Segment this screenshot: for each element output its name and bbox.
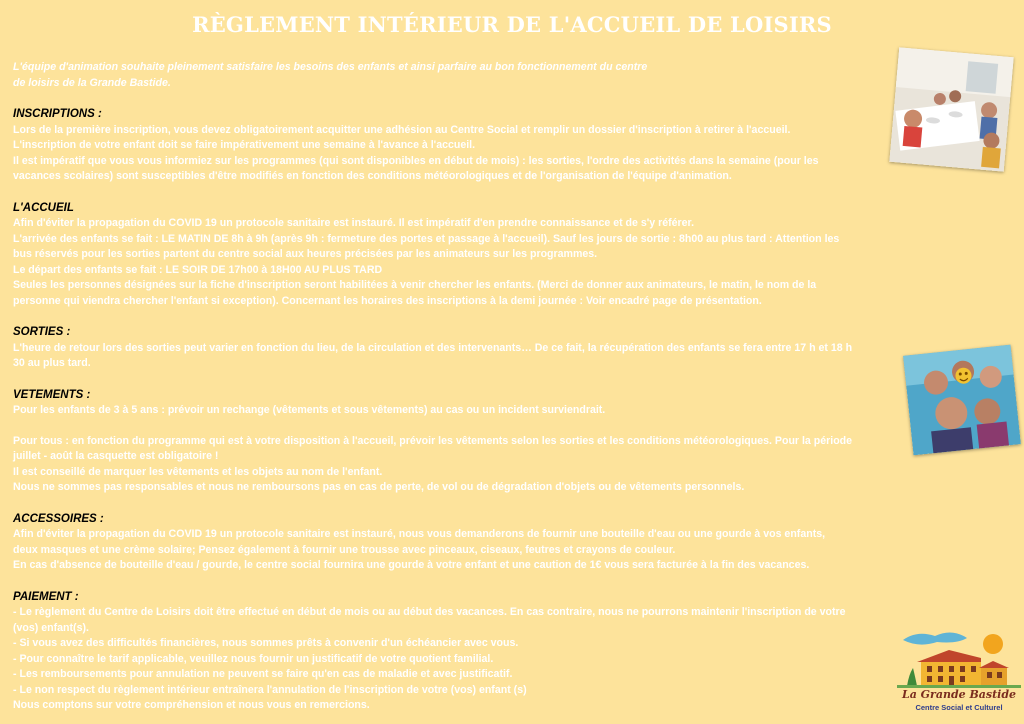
text-line: Afin d'éviter la propagation du COVID 19 un protocole sanitaire est instauré, nous vous demanderons de fournir une bouteille d'eau ou une gourde à vos enfants, <box>13 528 826 540</box>
text-line: 30 au plus tard. <box>13 357 91 369</box>
text-line: Lors de la première inscription, vous devez obligatoirement acquitter une adhésion au Centre Social et remplir un dossier d'inscription à retirer à l'accueil. <box>13 123 791 136</box>
page-title: RÈGLEMENT INTÉRIEUR DE L'ACCUEIL DE LOISIRS <box>192 12 832 37</box>
logo-name: La Grande Bastide <box>901 688 1017 701</box>
text-line: L'inscription de votre enfant doit se faire impérativement une semaine à l'avance à l'accueil. <box>13 139 476 151</box>
logo-subtitle: Centre Social et Culturel <box>915 703 1003 712</box>
section-inscriptions <box>13 123 913 185</box>
text-line: (vos) enfant(s). <box>13 621 89 634</box>
text-line: Afin d'éviter la propagation du COVID 19 un protocole sanitaire est instauré. Il est impératif d'en prendre connaissance et de s'y référer. <box>13 217 695 229</box>
text-line: Nous comptons sur votre compréhension et nous vous en remercions. <box>13 699 370 711</box>
photo-children-dining <box>889 47 1014 172</box>
text-line: - Les remboursements pour annulation ne peuvent se faire qu'en cas de maladie et avec justificatif. <box>13 668 513 680</box>
section-heading-vetements: VETEMENTS : <box>13 388 91 401</box>
intro-line: de loisirs de la Grande Bastide. <box>13 76 171 89</box>
text-line: personne qui viendra chercher l'enfant si exception). Concernant les horaires des inscriptions à la demi journée : Voir encadré page de présentation. <box>13 294 762 307</box>
text-line: Seules les personnes désignées sur la fiche d'inscription seront habilitées à venir chercher les enfants. (Merci de donner aux animateurs, le matin, le nom de la <box>13 279 817 291</box>
text-line: Nous ne sommes pas responsables et nous ne remboursons pas en cas de perte, de vol ou de dégradation d'objets ou de vêtements personnels. <box>13 481 745 493</box>
text-line: L'arrivée des enfants se fait : LE MATIN DE 8h à 9h (après 9h : fermeture des portes et passage à l'accueil). Sauf les jours de sortie : 8h00 au plus tard : Attention les <box>13 232 840 245</box>
section-sorties <box>13 341 913 372</box>
text-line: - Pour connaître le tarif applicable, veuillez nous fournir un justificatif de votre quotient familial. <box>13 652 494 665</box>
section-heading-accessoires: ACCESSOIRES : <box>13 512 104 525</box>
paragraph-gap <box>13 419 913 434</box>
text-line: Il est conseillé de marquer les vêtements et les objets au nom de l'enfant. <box>13 465 383 478</box>
text-line: vacances scolaires) sont susceptibles d'être modifiés en fonction des conditions météorologiques et de l'organisation de l'équipe d'animation. <box>13 170 732 182</box>
regulation-body <box>13 60 913 714</box>
intro-paragraph <box>13 60 753 91</box>
text-line: - Le non respect du règlement intérieur entraînera l'annulation de l'inscription de votre (vos) enfant (s) <box>13 683 527 696</box>
text-line: Le départ des enfants se fait : LE SOIR DE 17h00 à 18H00 AU PLUS TARD <box>13 263 383 276</box>
text-line: juillet - août la casquette est obligatoire ! <box>13 450 219 462</box>
text-line: bus réservés pour les sorties partent du centre social aux heures précisées par les animateurs sur les programmes. <box>13 248 598 260</box>
text-line: - Le règlement du Centre de Loisirs doit être effectué en début de mois ou au début des vacances. En cas contraire, nous ne pourrons maintenir l'inscription de votre <box>13 606 846 618</box>
section-heading-accueil: L'ACCUEIL <box>13 201 74 214</box>
text-line: Pour tous : en fonction du programme qui est à votre disposition à l'accueil, prévoir les vêtements selon les sorties et les conditions météorologiques. Pour la période <box>13 434 853 447</box>
text-line: En cas d'absence de bouteille d'eau / gourde, le centre social fournira une gourde à votre enfant et une caution de 1€ vous sera facturée à la fin des vacances. <box>13 559 810 571</box>
section-heading-paiement: PAIEMENT : <box>13 590 79 603</box>
logo-la-grande-bastide <box>897 628 1021 718</box>
section-accueil <box>13 216 913 309</box>
text-line: deux masques et une crème solaire; Pensez également à fournir une trousse avec pinceaux, ciseaux, feutres et crayons de couleur. <box>13 543 676 556</box>
logo-house-icon <box>897 628 1021 688</box>
text-line: - Si vous avez des difficultés financières, nous sommes prêts à convenir d'un échéancier avec vous. <box>13 637 519 649</box>
text-line: Pour les enfants de 3 à 5 ans : prévoir un rechange (vêtements et sous vêtements) au cas ou un incident surviendrait. <box>13 404 606 416</box>
text-line: L'heure de retour lors des sorties peut varier en fonction du lieu, de la circulation et des intervenants… De ce fait, la récupération des enfants se fera entre 17 h et 18 h <box>13 341 853 354</box>
photo-group-selfie <box>903 345 1021 456</box>
section-accessoires <box>13 527 913 574</box>
section-vetements <box>13 403 913 496</box>
text-line: Il est impératif que vous vous informiez sur les programmes (qui sont disponibles en début de mois) : les sorties, l'ordre des activités dans la semaine (pour les <box>13 154 819 167</box>
section-paiement <box>13 605 913 714</box>
intro-line: L'équipe d'animation souhaite pleinement satisfaire les besoins des enfants et ainsi parfaire au bon fonctionnement du centre <box>13 61 648 73</box>
section-heading-sorties: SORTIES : <box>13 326 71 338</box>
section-heading-inscriptions: INSCRIPTIONS : <box>13 108 102 120</box>
